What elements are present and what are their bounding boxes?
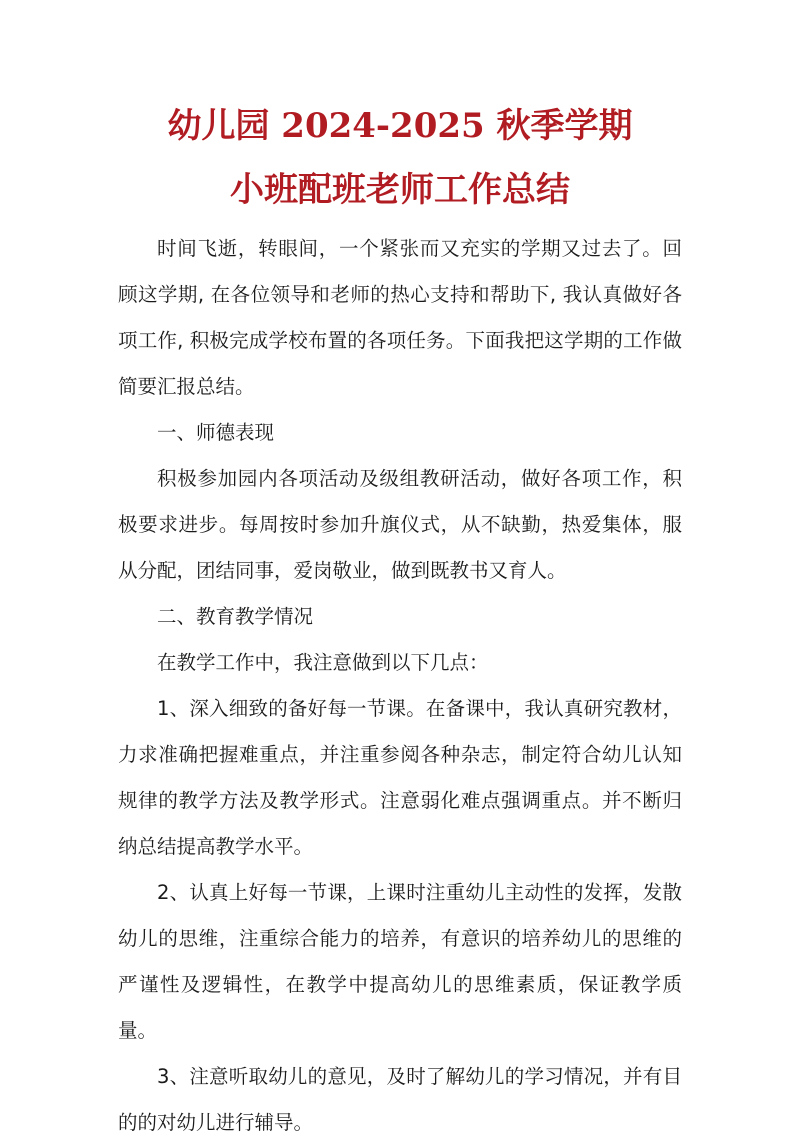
document-body <box>118 226 682 1146</box>
paragraph-intro: 时间飞逝，转眼间，一个紧张而又充实的学期又过去了。回顾这学期, 在各位领导和老师的热心支持和帮助下, 我认真做好各项工作, 积极完成学校布置的各项任务。下面我把这学期的工作做简要汇报总结。 <box>118 237 682 398</box>
paragraph-point-2: 2、认真上好每一节课，上课时注重幼儿主动性的发挥，发散幼儿的思维，注重综合能力的培养，有意识的培养幼儿的思维的严谨性及逻辑性，在教学中提高幼儿的思维素质，保证教学质量。 <box>118 881 682 1042</box>
paragraph-ethics: 积极参加园内各项活动及级组教研活动，做好各项工作，积极要求进步。每周按时参加升旗仪式，从不缺勤，热爱集体，服从分配，团结同事，爱岗敬业，做到既教书又育人。 <box>118 467 682 582</box>
paragraph-point-3: 3、注意听取幼儿的意见，及时了解幼儿的学习情况，并有目的的对幼儿进行辅导。 <box>118 1065 682 1134</box>
section-heading-ethics: 一、师德表现 <box>157 421 275 444</box>
section-heading-teaching: 二、教育教学情况 <box>157 605 314 628</box>
paragraph-point-1: 1、深入细致的备好每一节课。在备课中，我认真研究教材，力求准确把握难重点，并注重参阅各种杂志，制定符合幼儿认知规律的教学方法及教学形式。注意弱化难点强调重点。并不断归纳总结提高教学水平。 <box>118 697 682 858</box>
document-title-line1: 幼儿园 2024-2025 秋季学期 <box>167 106 633 146</box>
paragraph-teaching-intro: 在教学工作中，我注意做到以下几点： <box>157 651 489 674</box>
document-title-line2: 小班配班老师工作总结 <box>230 170 570 210</box>
